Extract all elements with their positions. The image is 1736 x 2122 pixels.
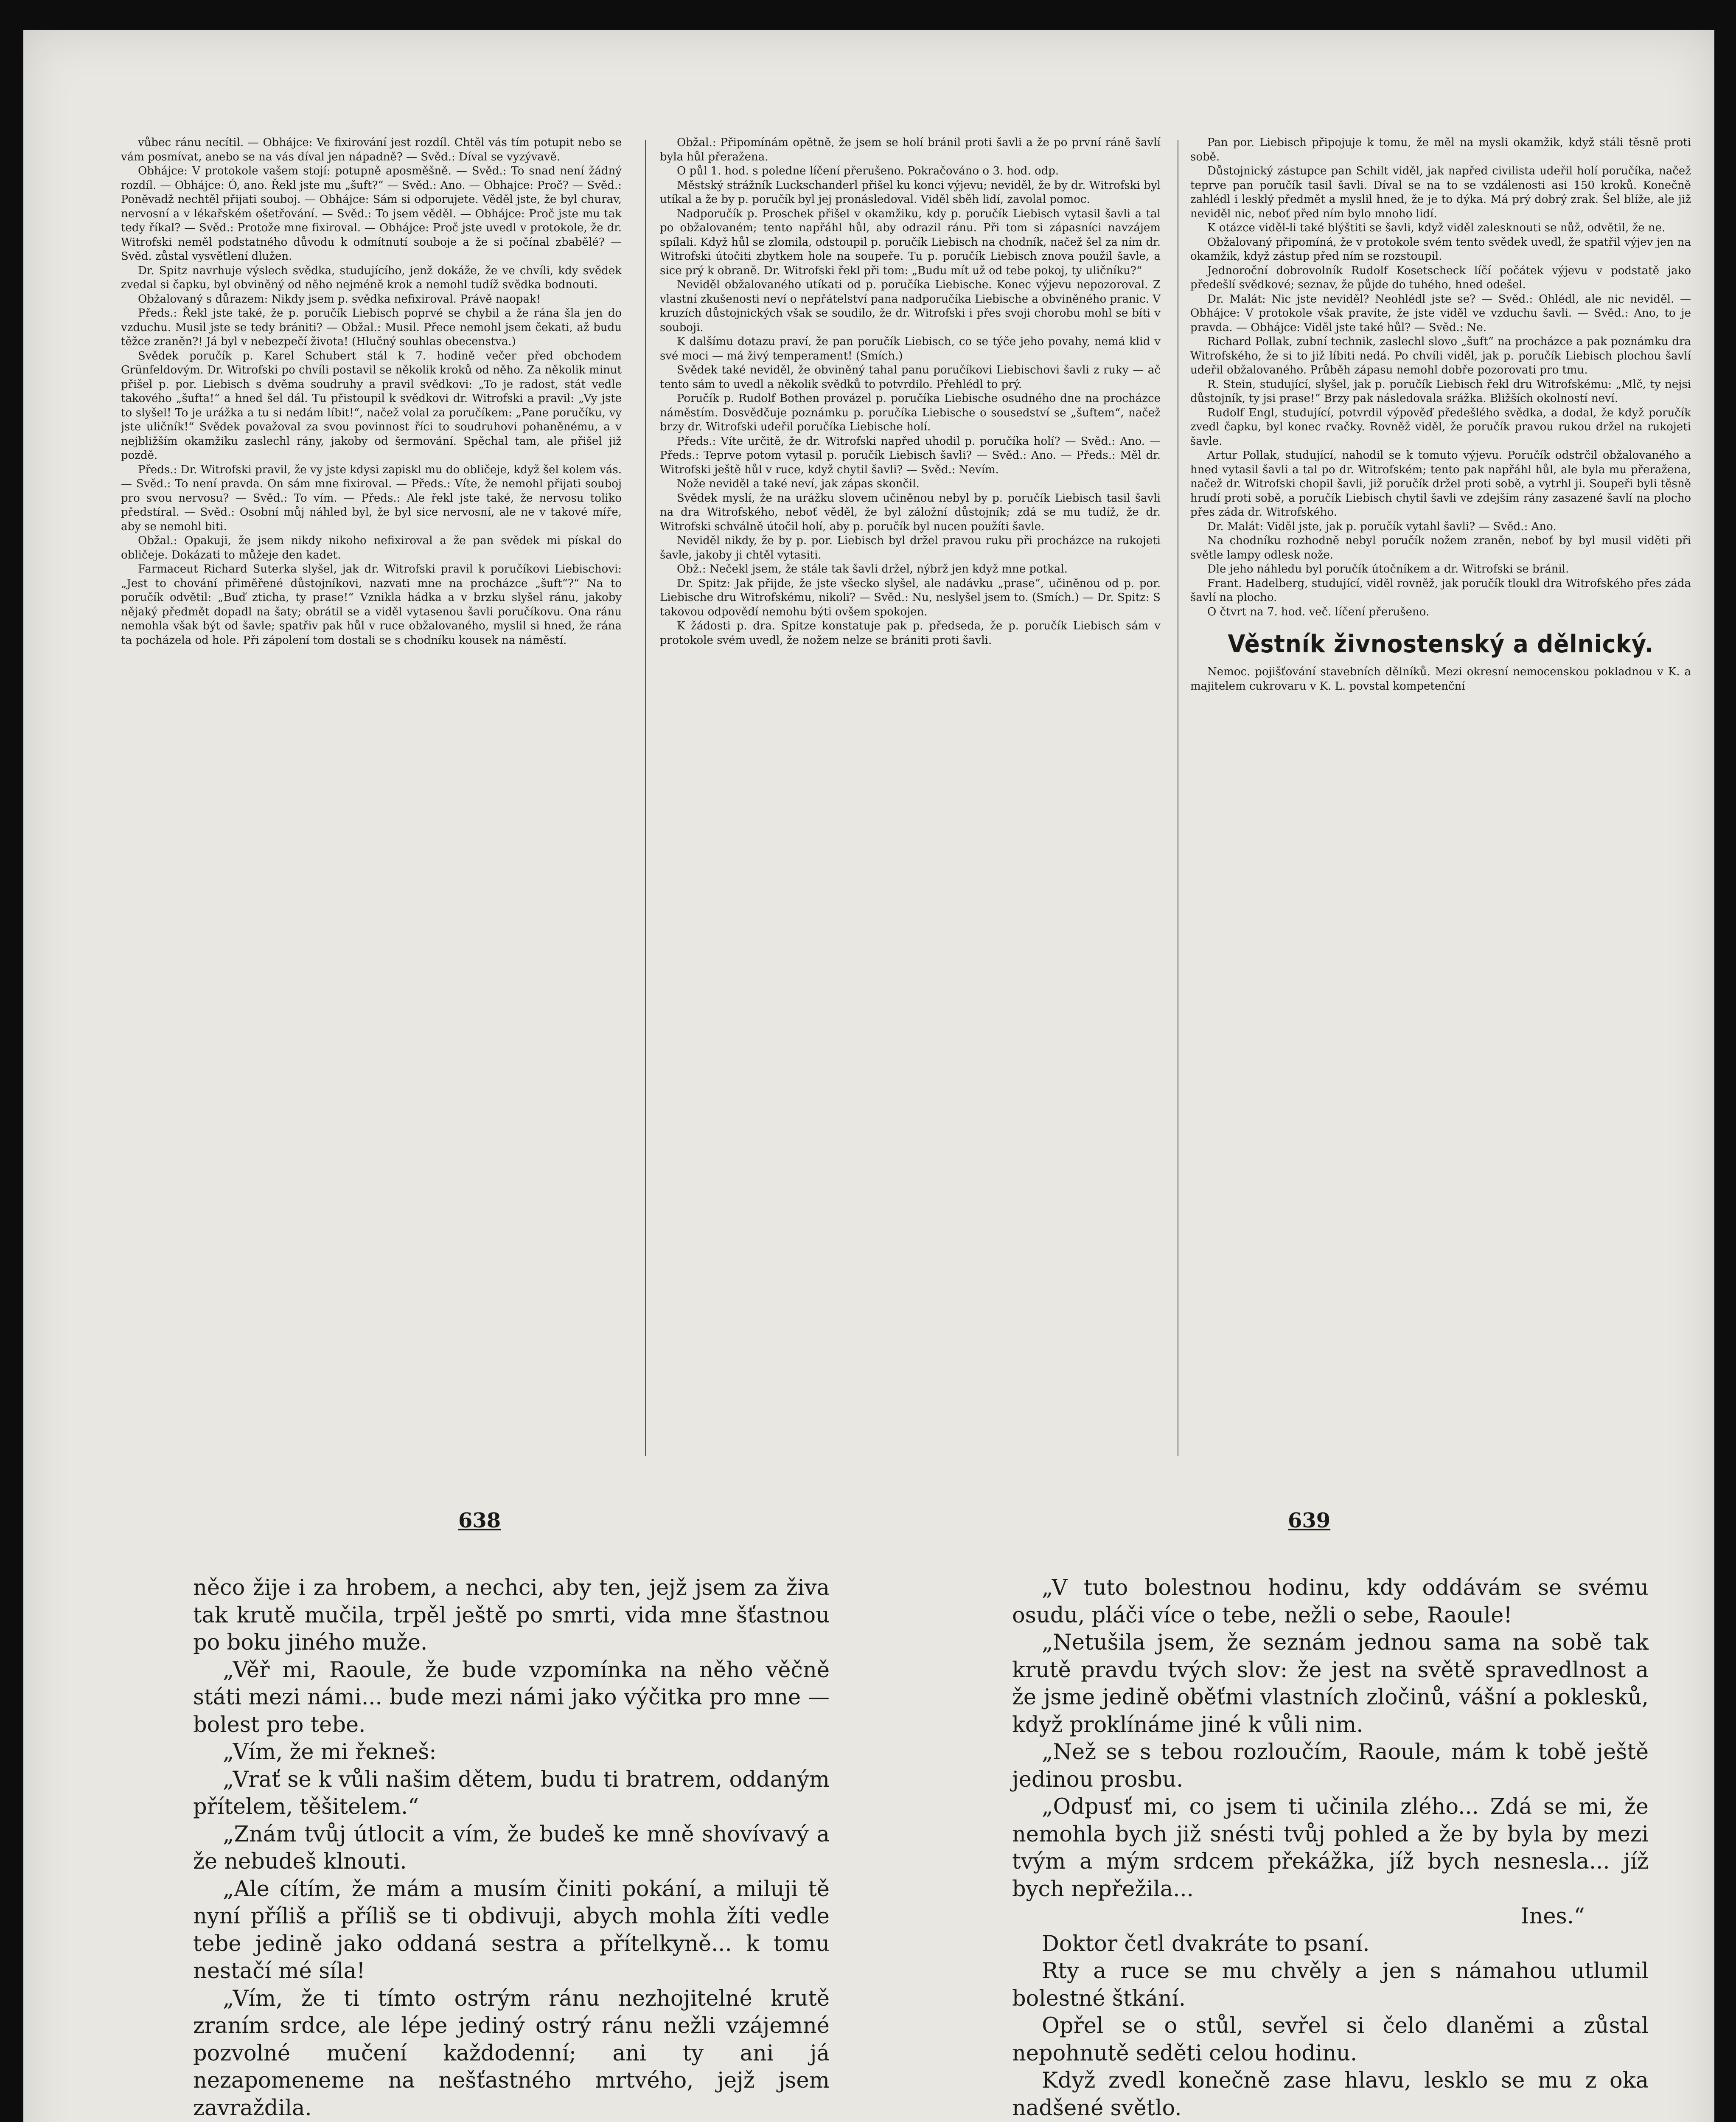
news-column-1 bbox=[121, 136, 622, 1473]
paragraph: Opřel se o stůl, sevřel si čelo dlaněmi a zůstal nepohnutě seděti celou hodinu. bbox=[1012, 2013, 1649, 2066]
paragraph: K žádosti p. dra. Spitze konstatuje pak p. předseda, že p. poručík Liebisch sám v protokole svém uvedl, že nožem nelze se brániti proti šavli. bbox=[660, 620, 1161, 647]
paragraph: „Vrať se k vůli našim dětem, budu ti bratrem, oddaným přítelem, těšitelem.“ bbox=[193, 1767, 830, 1819]
paragraph: Dr. Malát: Nic jste neviděl? Neohlédl jste se? — Svěd.: Ohlédl, ale nic neviděl. — Obhájce: V protokole však pravíte, že jste viděl ve vzduchu šavli. — Svěd.: Ano, to je pravda. — Obhájce: Viděl jste také hůl? — Svěd.: Ne. bbox=[1190, 292, 1691, 334]
paragraph: „Vím, že ti tímto ostrým ránu nezhojitelné krutě zraním srdce, ale lépe jediný ostrý ránu nežli vzájemné pozvolné mučení každodenní; ani ty ani já nezapomeneme na nešťastného mrtvého, jejž jsem zavraždila. bbox=[193, 1986, 830, 2121]
paragraph: Důstojnický zástupce pan Schilt viděl, jak napřed civilista udeřil holí poručíka, načež teprve pan poručík tasil šavli. Díval se na to se vzdálenosti asi 150 kroků. Konečně zahlédl i lesklý předmět a myslil hned, že je to dýka. Má prý dobrý zrak. Šel blíže, ale již neviděl nic, neboť před ním bylo mnoho lidí. bbox=[1190, 165, 1691, 220]
column-divider bbox=[645, 140, 646, 1456]
paragraph: Neviděl nikdy, že by p. por. Liebisch byl držel pravou ruku při procházce na rukojeti šavle, jakoby ji chtěl vytasiti. bbox=[660, 534, 1161, 561]
novel-column-right bbox=[1012, 1575, 1649, 2122]
news-section bbox=[121, 136, 1691, 1473]
paragraph: Svědek poručík p. Karel Schubert stál k 7. hodině večer před obchodem Grünfeldovým. Dr. Witrofski po chvíli postavil se několik kroků od něho. Za několik minut přišel p. por. Liebisch s dvěma soudruhy a pravil svědkovi: „To je radost, stát vedle takového „šufta!“ a hned šel dál. Tu přistoupil k svědkovi dr. Witrofski a pravil: „Vy jste to slyšel! To je urážka a tu si nedám líbit!“, načež volal za poručíkem: „Pane poručíku, vy jste uličník!“ Svědek považoval za svou povinnost říci to soudruhovi pohaněnému, a v nejbližším okamžiku zaslechl rány, jakoby od šermování. Spěchal tam, ale přišel již pozdě. bbox=[121, 349, 622, 462]
signature-line: Ines.“ bbox=[1520, 1904, 1585, 1929]
paragraph: Obhájce: V protokole vašem stojí: potupně aposměšně. — Svěd.: To snad není žádný rozdíl. — Obhájce: Ó, ano. Řekl jste mu „šuft?“ — Svěd.: Ano. — Obhajce: Proč? — Svěd.: Poněvadž nechtěl přijati souboj. — Obhájce: Sám si odporujete. Věděl jste, že byl churav, nervosní a v lékařském ošetřování. — Svěd.: To jsem věděl. — Obhájce: Proč jste mu tak tedy říkal? — Svěd.: Protože mne fixiroval. — Obhájce: Proč jste uvedl v protokole, že dr. Witrofski neměl podstatného důvodu k odmítnutí souboje a že si počínal zbabělé? — Svěd. zůstal vysvětlení dlužen. bbox=[121, 165, 622, 263]
paragraph: Dr. Spitz: Jak přijde, že jste všecko slyšel, ale nadávku „prase“, učiněnou od p. por. Liebische dru Witrofskému, nikoli? — Svěd.: Nu, neslyšel jsem to. (Smích.) — Dr. Spitz: S takovou odpovědí nemohu býti ovšem spokojen. bbox=[660, 577, 1161, 618]
paragraph: Neviděl obžalovaného utíkati od p. poručíka Liebische. Konec výjevu nepozoroval. Z vlastní zkušenosti neví o nepřátelství pana nadporučíka Liebische a obviněného pranic. V kruzích důstojnických však se soudilo, že dr. Witrofski i přes svoji chorobu mohl se bíti v souboji. bbox=[660, 278, 1161, 334]
scanned-page bbox=[23, 30, 1714, 2122]
paragraph: K dalšímu dotazu praví, že pan poručík Liebisch, co se týče jeho povahy, nemá klid v své moci — má živý temperament! (Smích.) bbox=[660, 335, 1161, 362]
paragraph: „Znám tvůj útlocit a vím, že budeš ke mně shovívavý a že nebudeš klnouti. bbox=[193, 1822, 830, 1874]
paragraph: Rudolf Engl, studující, potvrdil výpověď předešlého svědka, a dodal, že když poručík zvedl čapku, byl konec rvačky. Rovněž viděl, že poručík pravou rukou držel na rukojeti šavle. bbox=[1190, 406, 1691, 448]
paragraph: Obž.: Nečekl jsem, že stále tak šavli držel, nýbrž jen když mne potkal. bbox=[677, 563, 1068, 575]
paragraph: Když zvedl konečně zase hlavu, lesklo se mu z oka nadšené světlo. bbox=[1012, 2068, 1649, 2121]
paragraph: Nemoc. pojišťování stavebních dělníků. Mezi okresní nemocenskou pokladnou v K. a majitelem cukrovaru v K. L. povstal kompetenční bbox=[1190, 665, 1691, 693]
paragraph: Dle jeho náhledu byl poručík útočníkem a dr. Witrofski se bránil. bbox=[1207, 563, 1569, 575]
paragraph: K otázce viděl-li také blýštiti se šavli, když viděl zalesknouti se nůž, odvětil, že ne. bbox=[1207, 222, 1666, 234]
paragraph: Předs.: Dr. Witrofski pravil, že vy jste kdysi zapiskl mu do obličeje, když šel kolem vás. — Svěd.: To není pravda. On sám mne fixiroval. — Předs.: Víte, že nemohl přijati souboj pro svou nervosu? — Svěd.: To vím. — Předs.: Ale řekl jste také, že nervosu toliko předstíral. — Svěd.: Osobní můj náhled byl, že byl sice nervosní, ale ne v takové míře, aby se nemohl biti. bbox=[121, 463, 622, 533]
paragraph: „Netušila jsem, že seznám jednou sama na sobě tak krutě pravdu tvých slov: že jest na světě spravedlnost a že jsme jedině oběťmi vlastních zločinů, vášní a poklesků, když proklínáme jiné k vůli nim. bbox=[1012, 1630, 1649, 1737]
section-heading: Věstník živnostenský a dělnický. bbox=[1228, 629, 1654, 658]
paragraph: Nadporučík p. Proschek přišel v okamžiku, kdy p. poručík Liebisch vytasil šavli a tal po obžalovaném; tento napřáhl hůl, aby odrazil ránu. Při tom si zápasníci navzájem spílali. Když hůl se zlomila, odstoupil p. poručík Liebisch na chodník, načež šel za ním dr. Witrofski útočiti zbytkem hole na soupeře. Tu p. poručík Liebisch znova použil šavle, a sice prý k obraně. Dr. Witrofski řekl při tom: „Budu mít už od tebe pokoj, ty uličníku?“ bbox=[660, 207, 1161, 277]
paragraph: Na chodníku rozhodně nebyl poručík nožem zraněn, neboť by byl musil viděti při světle lampy odlesk nože. bbox=[1190, 534, 1691, 561]
paragraph: Svědek myslí, že na urážku slovem učiněnou nebyl by p. poručík Liebisch tasil šavli na dra Witrofského, neboť věděl, že byl záložní důstojník; zdá se mu tudíž, že dr. Witrofski schválně útočil holí, aby p. poručík byl nucen použíti šavle. bbox=[660, 491, 1161, 533]
paragraph: Dr. Malát: Viděl jste, jak p. poručík vytahl šavli? — Svěd.: Ano. bbox=[1207, 520, 1557, 533]
paragraph: „Věř mi, Raoule, že bude vzpomínka na něho věčně státi mezi námi... bude mezi námi jako výčitka pro mne — bolest pro tebe. bbox=[193, 1657, 830, 1737]
paragraph: Artur Pollak, studující, nahodil se k tomuto výjevu. Poručík odstrčil obžalovaného a hned vytasil šavli a tal po dr. Witrofském; tento pak napřáhl hůl, ale byla mu přeražena, načež dr. Witrofski chopil šavli, již poručík držel proti sobě, a vytrhl ji. Soupeři byli těsně hrudí proti sobě, a poručík Liebisch chytil šavli ve zdejším rány zasazené šavlí na plocho přes záda dr. Witrofského. bbox=[1190, 449, 1691, 519]
paragraph: „Odpusť mi, co jsem ti učinila zlého... Zdá se mi, že nemohla bych již snésti tvůj pohled a že by byla by mezi tvým a mým srdcem překážka, jíž bych nesnesla... jíž bych nepřežila... bbox=[1012, 1794, 1649, 1902]
paragraph: „Ale cítím, že mám a musím činiti pokání, a miluji tě nyní příliš a příliš se ti obdivuji, abych mohla žíti vedle tebe jedině jako oddaná sestra a přítelkyně... k tomu nestačí mé síla! bbox=[193, 1876, 830, 1984]
paragraph: R. Stein, studující, slyšel, jak p. poručík Liebisch řekl dru Witrofskému: „Mlč, ty nejsi důstojník, ty jsi prase!“ Brzy pak následovala srážka. Bližších okolností neví. bbox=[1190, 378, 1691, 405]
paragraph: něco žije i za hrobem, a nechci, aby ten, jejž jsem za živa tak krutě mučila, trpěl ještě po smrti, vida mne šťastnou po boku jiného muže. bbox=[193, 1575, 830, 1655]
paragraph: „Než se s tebou rozloučím, Raoule, mám k tobě ještě jedinou prosbu. bbox=[1012, 1740, 1649, 1792]
page-number-left: 638 bbox=[458, 1509, 501, 1533]
paragraph: Doktor četl dvakráte to psaní. bbox=[1042, 1931, 1370, 1956]
paragraph: vůbec ránu necítil. — Obhájce: Ve fixirování jest rozdíl. Chtěl vás tím potupit nebo se vám posmívat, anebo se na vás díval jen nápadně? — Svěd.: Díval se vyzývavě. bbox=[121, 136, 622, 163]
paragraph: „Vím, že mi řekneš: bbox=[223, 1740, 437, 1765]
paragraph: Předs.: Víte určitě, že dr. Witrofski napřed uhodil p. poručíka holí? — Svěd.: Ano. — Předs.: Teprve potom vytasil p. poručík Liebisch šavli? — Svěd.: Ano. — Předs.: Měl dr. Witrofski ještě hůl v ruce, když chytil šavli? — Svěd.: Nevím. bbox=[660, 435, 1161, 476]
paragraph: O půl 1. hod. s poledne líčení přerušeno. Pokračováno o 3. hod. odp. bbox=[677, 165, 1059, 177]
paragraph: Svědek také neviděl, že obviněný tahal panu poručíkovi Liebischovi šavli z ruky — ač tento sám to uvedl a několik svědků to potvrdilo. Přehlédl to prý. bbox=[660, 364, 1161, 391]
paragraph: Obžalovaný s důrazem: Nikdy jsem p. svědka nefixiroval. Právě naopak! bbox=[138, 292, 541, 306]
paragraph: Obžal.: Připomínám opětně, že jsem se holí bránil proti šavli a že po první ráně šavlí byla hůl přeražena. bbox=[660, 136, 1161, 163]
paragraph: Obžalovaný připomíná, že v protokole svém tento svědek uvedl, že spatřil výjev jen na okamžik, když zástup před ním se rozstoupil. bbox=[1190, 236, 1691, 263]
paragraph: Pan por. Liebisch připojuje k tomu, že měl na mysli okamžik, když stáli těsně proti sobě. bbox=[1190, 136, 1691, 163]
paragraph: Obžal.: Opakuji, že jsem nikdy nikoho nefixiroval a že pan svědek mi pískal do obličeje. Dokázati to můžeje den kadet. bbox=[121, 534, 622, 561]
paragraph: Městský strážník Luckschanderl přišel ku konci výjevu; neviděl, že by dr. Witrofski byl utíkal a že by p. poručík byl jej pronásledoval. Viděl sběh lidí, zavolal pomoc. bbox=[660, 179, 1161, 206]
news-column-3 bbox=[1190, 136, 1691, 1473]
paragraph: Předs.: Řekl jste také, že p. poručík Liebisch poprvé se chybil a že rána šla jen do vzduchu. Musil jste se tedy brániti? — Obžal.: Musil. Přece nemohl jsem čekati, až budu těžce zraněn?! Já byl v nebezpečí života! (Hlučný souhlas obecenstva.) bbox=[121, 307, 622, 348]
paragraph: Nože neviděl a také neví, jak zápas skončil. bbox=[677, 477, 920, 490]
page-number-right: 639 bbox=[1288, 1509, 1331, 1533]
paragraph: Frant. Hadelberg, studující, viděl rovněž, jak poručík tloukl dra Witrofského přes záda šavlí na plocho. bbox=[1190, 577, 1691, 604]
paragraph: Dr. Spitz navrhuje výslech svědka, studujícího, jenž dokáže, že ve chvíli, kdy svědek zvedal si čapku, byl obviněný od něho nejméně krok a nemohl tudíž svědka bodnouti. bbox=[121, 264, 622, 291]
paragraph: Rty a ruce se mu chvěly a jen s námahou utlumil bolestné štkání. bbox=[1012, 1959, 1649, 2011]
paragraph: Richard Pollak, zubní technik, zaslechl slovo „šuft“ na procházce a pak poznámku dra Witrofského, že si to již líbiti nedá. Po chvíli viděl, jak p. poručík Liebisch plochou šavlí udeřil obžalovaného. Průběh zápasu nemohl dobře pozorovati pro tmu. bbox=[1190, 335, 1691, 376]
news-column-2 bbox=[660, 136, 1161, 1473]
paragraph: Jednoroční dobrovolník Rudolf Kosetscheck líčí počátek výjevu v podstatě jako předešlí svědkové; seznav, že půjde do tuhého, hned odešel. bbox=[1190, 264, 1691, 291]
paragraph: Poručík p. Rudolf Bothen provázel p. poručíka Liebische osudného dne na procházce náměstím. Dosvědčuje poznámku p. poručíka Liebische o sousedství se „šuftem“, načež brzy dr. Witrofski udeřil poručíka Liebische holí. bbox=[660, 392, 1161, 433]
novel-column-left bbox=[193, 1575, 830, 2122]
paragraph: Farmaceut Richard Suterka slyšel, jak dr. Witrofski pravil k poručíkovi Liebischovi: „Jest to chování přiměřené důstojníkovi, nazvati mne na procházce „šuft“?“ Na to poručík odvětil: „Buď zticha, ty prase!“ Vznikla hádka a v brzku slyšel ránu, jakoby nějaký předmět dopadl na šaty; obrátil se a viděl vytasenou šavli poručíkovu. Ona ránu nemohla však být od šavle; spatřiv pak hůl v ruce obžalovaného, myslil si hned, že rána ta pocházela od hole. Při zápolení tom dostali se s chodníku kousek na náměstí. bbox=[121, 563, 622, 647]
paragraph: O čtvrt na 7. hod. več. líčení přerušeno. bbox=[1207, 605, 1430, 618]
paragraph: „V tuto bolestnou hodinu, kdy oddávám se svému osudu, pláči více o tebe, nežli o sebe, Raoule! bbox=[1012, 1575, 1649, 1628]
